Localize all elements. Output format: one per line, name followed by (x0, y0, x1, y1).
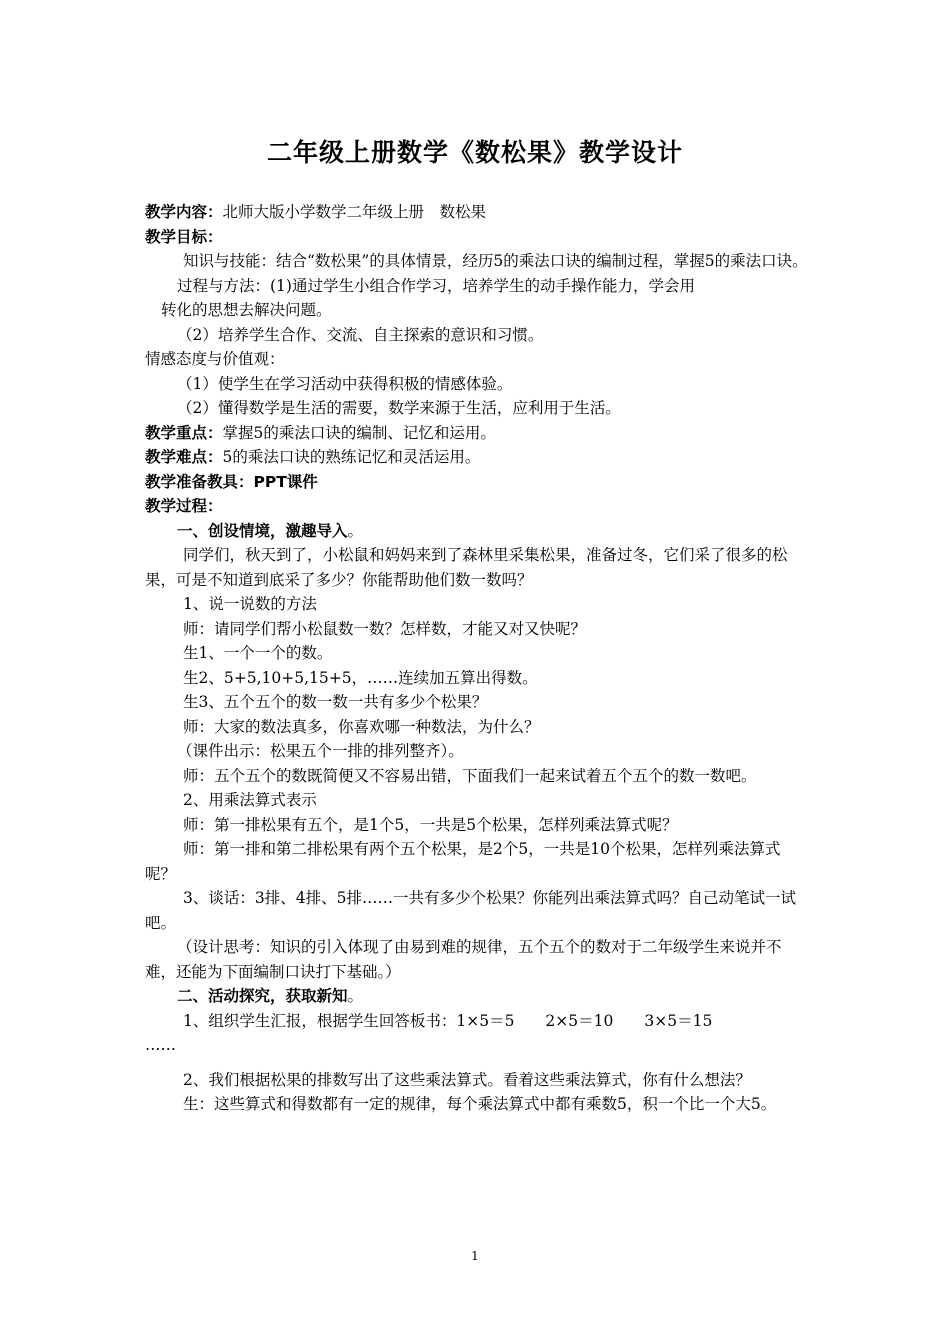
difficulty-label: 教学难点： (145, 448, 223, 466)
s1-paragraph: 师：第一排和第二排松果有两个五个松果，是2个5，一共是10个松果，怎样列乘法算式呢？ (145, 840, 781, 883)
goal-process-2: （2）培养学生合作、交流、自主探索的意识和习惯。 (177, 325, 544, 344)
spacer (145, 1058, 810, 1068)
teaching-content-label: 教学内容： (145, 203, 223, 221)
s1-paragraph: 生1、一个一个的数。 (183, 644, 333, 662)
difficulty-value: 5的乘法口诀的熟练记忆和灵活运用。 (222, 448, 481, 466)
key-point-label: 教学重点： (145, 423, 223, 442)
section1-heading (145, 519, 810, 544)
s1-paragraph: 3、谈话：3排、4排、5排……一共有多少个松果？你能列出乘法算式吗？自己动笔试一试吧。 (145, 889, 796, 932)
teaching-goals-label: 教学目标： (145, 227, 223, 246)
goal-emotion-1: （1）使学生在学习活动中获得积极的情感体验。 (177, 374, 513, 393)
process-label: 教学过程： (145, 497, 223, 515)
difficulty (145, 445, 810, 470)
section2-heading-text: 二、活动探究，获取新知 (177, 987, 348, 1005)
s1-paragraph: （设计思考：知识的引入体现了由易到难的规律，五个五个的数对于二年级学生来说并不难，还能为下面编制口诀打下基础。） (145, 938, 782, 981)
teaching-content (145, 200, 810, 225)
teaching-content-value: 北师大版小学数学二年级上册 数松果 (222, 203, 487, 221)
s1-paragraph: 师：请同学们帮小松鼠数一数？怎样数，才能又对又快呢？ (183, 619, 587, 638)
s2-paragraph: 生：这些算式和得数都有一定的规律，每个乘法算式中都有乘数5，积一个比一个大5。 (183, 1095, 777, 1113)
s2-paragraph: 2、我们根据松果的排数写出了这些乘法算式。看着这些乘法算式，你有什么想法？ (183, 1070, 751, 1089)
section2-paragraphs (145, 1068, 810, 1117)
goal-emotion-label: 情感态度与价值观： (145, 350, 285, 368)
section2-heading-end: 。 (347, 987, 364, 1005)
key-point (145, 421, 810, 446)
s1-paragraph: 同学们，秋天到了，小松鼠和妈妈来到了森林里采集松果，准备过冬，它们采了很多的松果，可是不知道到底采了多少？你能帮助他们数一数吗？ (145, 546, 788, 589)
section1-heading-text: 一、创设情境，激趣导入 (177, 521, 348, 540)
section1-paragraphs (145, 543, 810, 984)
goal-knowledge: 知识与技能：结合“数松果”的具体情景，经历5的乘法口诀的编制过程，掌握5的乘法口诀。 (183, 252, 808, 270)
goal-emotion-2: （2）懂得数学是生活的需要，数学来源于生活，应利用于生活。 (177, 399, 621, 417)
s1-paragraph: 生3、五个五个的数一数一共有多少个松果？ (183, 693, 488, 711)
page-number: 1 (471, 1249, 479, 1263)
tools (145, 470, 810, 495)
tools-value: PPT课件 (253, 472, 318, 491)
s1-paragraph: 生2、5+5,10+5,15+5，……连续加五算出得数。 (183, 668, 538, 687)
goal-process-1b: 转化的思想去解决问题。 (161, 301, 332, 319)
goal-process-1a: 过程与方法：(1)通过学生小组合作学习，培养学生的动手操作能力，学会用 (177, 276, 695, 295)
s1-paragraph: （课件出示：松果五个一排的排列整齐）。 (177, 742, 464, 760)
s1-paragraph: 1、说一说数的方法 (183, 595, 317, 613)
s1-paragraph: 师：第一排松果有五个，是1个5，一共是5个松果，怎样列乘法算式呢？ (183, 815, 678, 834)
section2-heading (145, 984, 810, 1009)
s1-paragraph: 师：大家的数法真多，你喜欢哪一种数法，为什么？ (183, 717, 540, 736)
s1-paragraph: 2、用乘法算式表示 (183, 791, 317, 809)
s1-paragraph: 师：五个五个的数既简便又不容易出错，下面我们一起来试着五个五个的数一数吧。 (183, 766, 757, 785)
document-body (145, 200, 810, 1117)
section1-heading-end: 。 (347, 521, 364, 540)
section2-report: 1、组织学生汇报，根据学生回答板书：1×5＝5 2×5＝10 3×5＝15 (183, 1011, 713, 1030)
tools-label: 教学准备教具： (145, 472, 254, 491)
document-title: 二年级上册数学《数松果》教学设计 (266, 138, 683, 167)
key-point-value: 掌握5的乘法口诀的编制、记忆和运用。 (222, 423, 496, 442)
section2-report-end: …… (145, 1036, 176, 1054)
